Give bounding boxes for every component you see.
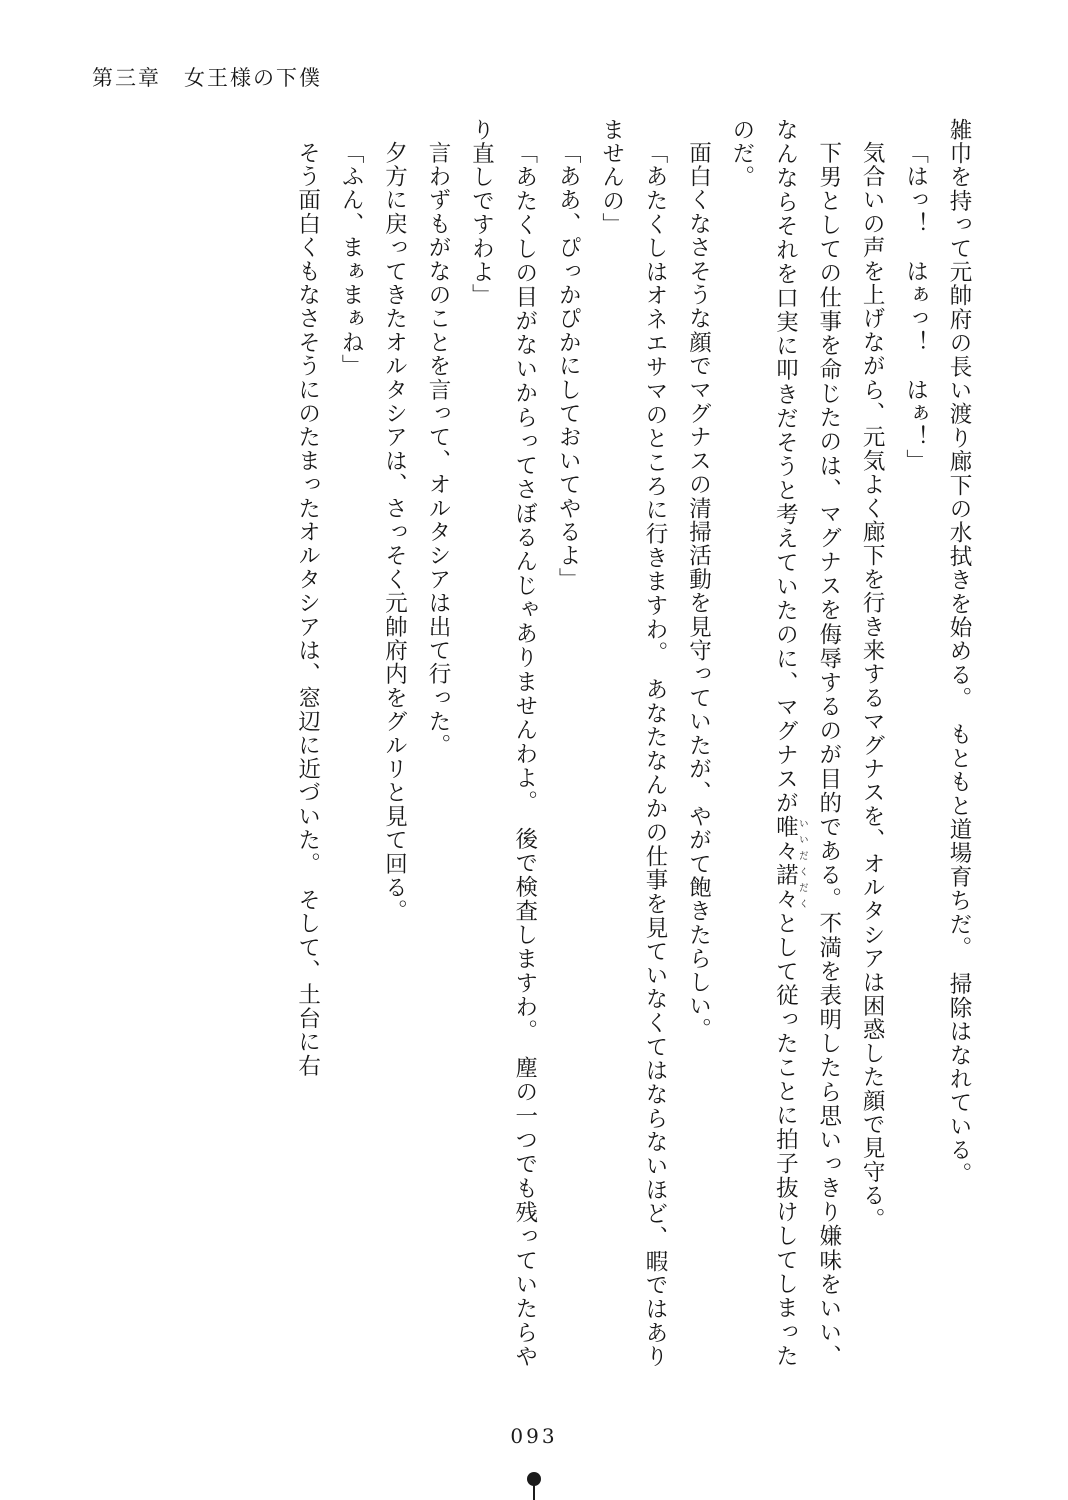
paragraph: 夕方に戻ってきたオルタシアは、さっそく元帥府内をグルリと見て回る。	[381, 140, 408, 923]
running-head-chapter-title: 第三章 女王様の下僕	[92, 66, 322, 90]
paragraph: 面白くなさそうな顔でマグナスの清掃活動を見守っていたが、やがて飽きたらしい。	[685, 140, 712, 1042]
paragraph-dialogue: 「あたくしはオネエサマのところに行きますわ。 あなたなんかの仕事を見ていなくてはならないほど、暇ではありませんの」	[598, 118, 669, 1368]
paragraph: 雑巾を持って元帥府の長い渡り廊下の水拭きを始める。 もともと道場育ちだ。 掃除はなれている。	[946, 118, 972, 1186]
paragraph: 気合いの声を上げながら、元気よく廊下を行き来するマグナスを、オルタシアは困惑した顔で見守る。	[859, 140, 886, 1231]
page-number: 093	[510, 1424, 558, 1448]
paragraph-dialogue: 「ふん、まぁまぁね」	[338, 140, 365, 378]
paragraph: 下男としての仕事を命じたのは、マグナスを侮辱するのが目的である。不満を表明したら思いっきり嫌味をいい、なんならそれを口実に叩きだそうと考えていたのに、マグナスが唯々諾々いいだくだくとして従ったことに拍子抜けしてしまったのだ。	[728, 118, 842, 1368]
page-body-text	[120, 118, 980, 1368]
ruby-base: 唯々諾々	[772, 815, 799, 912]
ruby-text: いいだくだく	[796, 815, 808, 912]
paragraph-dialogue: 「はっ！ はぁっ！ はぁ！」	[902, 140, 929, 473]
paragraph-dialogue: 「あたくしの目がないからってさぼるんじゃありませんわよ。 後で検査しますわ。 塵の一つでも残っていたらやり直しですわよ」	[468, 118, 538, 1368]
paragraph: 言わずもがなのことを言って、オルタシアは出て行った。	[424, 140, 451, 757]
paragraph-dialogue: 「ああ、ぴっかぴかにしておいてやるよ」	[555, 140, 582, 591]
paragraph: そう面白くもなさそうにのたまったオルタシアは、窓辺に近づいた。 そして、土台に右	[294, 140, 321, 1078]
ruby-annotation	[772, 815, 808, 912]
folio-stem-icon	[533, 1484, 535, 1500]
paragraph-text-lead: 下男としての仕事を命じたのは、マグナスを侮辱するのが目的である。	[815, 140, 842, 911]
